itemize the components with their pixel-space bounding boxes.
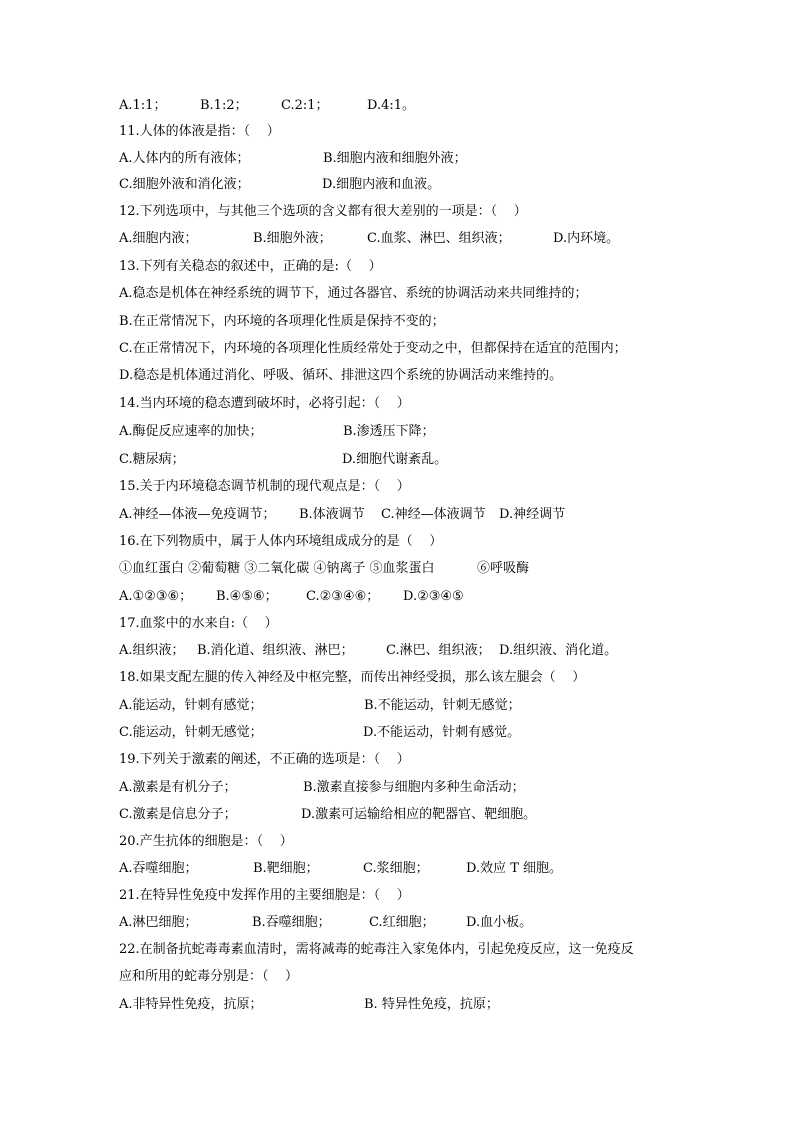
item-list-last: ⑥呼吸酶 — [477, 561, 530, 576]
question-13-option-c: C.在正常情况下，内环境的各项理化性质经常处于变动之中，但都保持在适宜的范围内； — [119, 341, 627, 356]
question-11-options-row2 — [119, 176, 441, 193]
option-b: B.细胞内液和细胞外液； — [323, 151, 467, 166]
question-19-options-row1 — [119, 779, 525, 796]
option-d: D.细胞代谢紊乱。 — [342, 452, 448, 467]
question-19-options-row2 — [119, 806, 537, 823]
option-a: A.1:1； — [119, 98, 167, 113]
option-b: B.渗透压下降； — [343, 424, 435, 439]
option-c: C.能运动，针刺无感觉； — [119, 725, 263, 740]
question-13-option-d: D.稳态是机体通过消化、呼吸、循环、排泄这四个系统的协调活动来维持的。 — [119, 368, 563, 383]
option-b: B. 特异性免疫，抗原； — [364, 997, 499, 1012]
question-17-options — [119, 642, 618, 659]
question-22-options — [119, 996, 499, 1013]
question-13-stem: 13.下列有关稳态的叙述中，正确的是:（ ） — [119, 259, 382, 274]
question-22-stem-line2: 应和所用的蛇毒分别是：（ ） — [119, 969, 299, 984]
option-c: C.神经—体液调节 — [381, 507, 486, 522]
option-a: A.激素是有机分子； — [119, 780, 237, 795]
option-d: D.组织液、消化道。 — [499, 643, 618, 658]
option-c: C.②③④⑥； — [306, 589, 380, 604]
question-19-stem: 19.下列关于激素的阐述，不正确的选项是：（ ） — [119, 752, 410, 767]
question-20-options — [119, 860, 563, 877]
question-11-options-row1 — [119, 150, 467, 167]
option-a: A.非特异性免疫，抗原； — [119, 997, 263, 1012]
option-b: B.吞噬细胞； — [252, 915, 331, 930]
option-b: B.激素直接参与细胞内多种生命活动； — [303, 780, 525, 795]
option-c: C.糖尿病； — [119, 452, 185, 467]
question-14-options-row2 — [119, 451, 448, 468]
option-a: A.吞噬细胞； — [119, 861, 198, 876]
option-d: D.激素可运输给相应的靶器官、靶细胞。 — [301, 807, 537, 822]
question-11-stem: 11.人体的体液是指：（ ） — [119, 124, 280, 139]
question-13-option-a: A.稳态是机体在神经系统的调节下，通过各器官、系统的协调活动来共同维持的； — [119, 286, 588, 301]
option-d: D.细胞内液和血液。 — [322, 177, 441, 192]
option-c: C.细胞外液和消化液； — [119, 177, 250, 192]
option-d: D.血小板。 — [466, 915, 533, 930]
question-12-stem: 12.下列选项中，与其他三个选项的含义都有很大差别的一项是：（ ） — [119, 204, 527, 219]
option-d: D.效应 T 细胞。 — [466, 861, 563, 876]
option-a: A.淋巴细胞； — [119, 915, 198, 930]
option-d: D.神经调节 — [499, 507, 566, 522]
question-14-options-row1 — [119, 423, 435, 440]
option-a: A.组织液； — [119, 643, 185, 658]
question-22-stem-line1: 22.在制备抗蛇毒毒素血清时，需将减毒的蛇毒注入家兔体内，引起免疫反应，这一免疫反 — [119, 942, 634, 957]
option-d: D.②③④⑤ — [403, 589, 464, 604]
question-10-options — [119, 97, 416, 114]
question-18-stem: 18.如果支配左腿的传入神经及中枢完整，而传出神经受损，那么该左腿会（ ） — [119, 670, 586, 685]
option-a: A.人体内的所有液体； — [119, 151, 250, 166]
question-18-options-row2 — [119, 724, 521, 741]
question-21-stem: 21.在特异性免疫中发挥作用的主要细胞是：（ ） — [119, 888, 410, 903]
option-b: B.不能运动，针刺无感觉； — [364, 698, 521, 713]
option-a: A.①②③⑥； — [119, 589, 193, 604]
question-15-options — [119, 506, 566, 523]
option-d: D.4:1。 — [367, 98, 416, 113]
option-b: B.④⑤⑥； — [216, 589, 278, 604]
option-b: B.靶细胞； — [253, 861, 319, 876]
option-d: D.内环境。 — [553, 231, 620, 246]
option-c: C.激素是信息分子； — [119, 807, 237, 822]
option-a: A.酶促反应速率的加快； — [119, 424, 263, 439]
question-12-options — [119, 230, 620, 247]
question-14-stem: 14.当内环境的稳态遭到破坏时，必将引起：（ ） — [119, 396, 410, 411]
question-16-options — [119, 588, 464, 605]
question-17-stem: 17.血浆中的水来自:（ ） — [119, 616, 278, 631]
question-16-items — [119, 560, 530, 577]
option-b: B.消化道、组织液、淋巴； — [197, 643, 354, 658]
option-b: B.细胞外液； — [253, 231, 332, 246]
question-13-option-b: B.在正常情况下，内环境的各项理化性质是保持不变的； — [119, 314, 445, 329]
option-c: C.2:1； — [281, 98, 329, 113]
option-d: D.不能运动，针刺有感觉。 — [363, 725, 521, 740]
option-b: B.体液调节 — [299, 507, 365, 522]
question-16-stem: 16.在下列物质中，属于人体内环境组成成分的是（ ） — [119, 534, 443, 549]
option-a: A.神经—体液—免疫调节； — [119, 507, 276, 522]
option-c: C.红细胞； — [369, 915, 435, 930]
option-a: A.能运动，针刺有感觉； — [119, 698, 263, 713]
option-c: C.血浆、淋巴、组织液； — [367, 231, 511, 246]
option-b: B.1:2； — [200, 98, 248, 113]
question-21-options — [119, 914, 533, 931]
option-c: C.淋巴、组织液； — [386, 643, 491, 658]
option-a: A.细胞内液； — [119, 231, 198, 246]
option-c: C.浆细胞； — [363, 861, 429, 876]
question-20-stem: 20.产生抗体的细胞是：（ ） — [119, 834, 293, 849]
question-18-options-row1 — [119, 697, 521, 714]
question-15-stem: 15.关于内环境稳态调节机制的现代观点是：（ ） — [119, 479, 410, 494]
item-list-main: ①血红蛋白 ②葡萄糖 ③二氧化碳 ④钠离子 ⑤血浆蛋白 — [119, 561, 435, 576]
